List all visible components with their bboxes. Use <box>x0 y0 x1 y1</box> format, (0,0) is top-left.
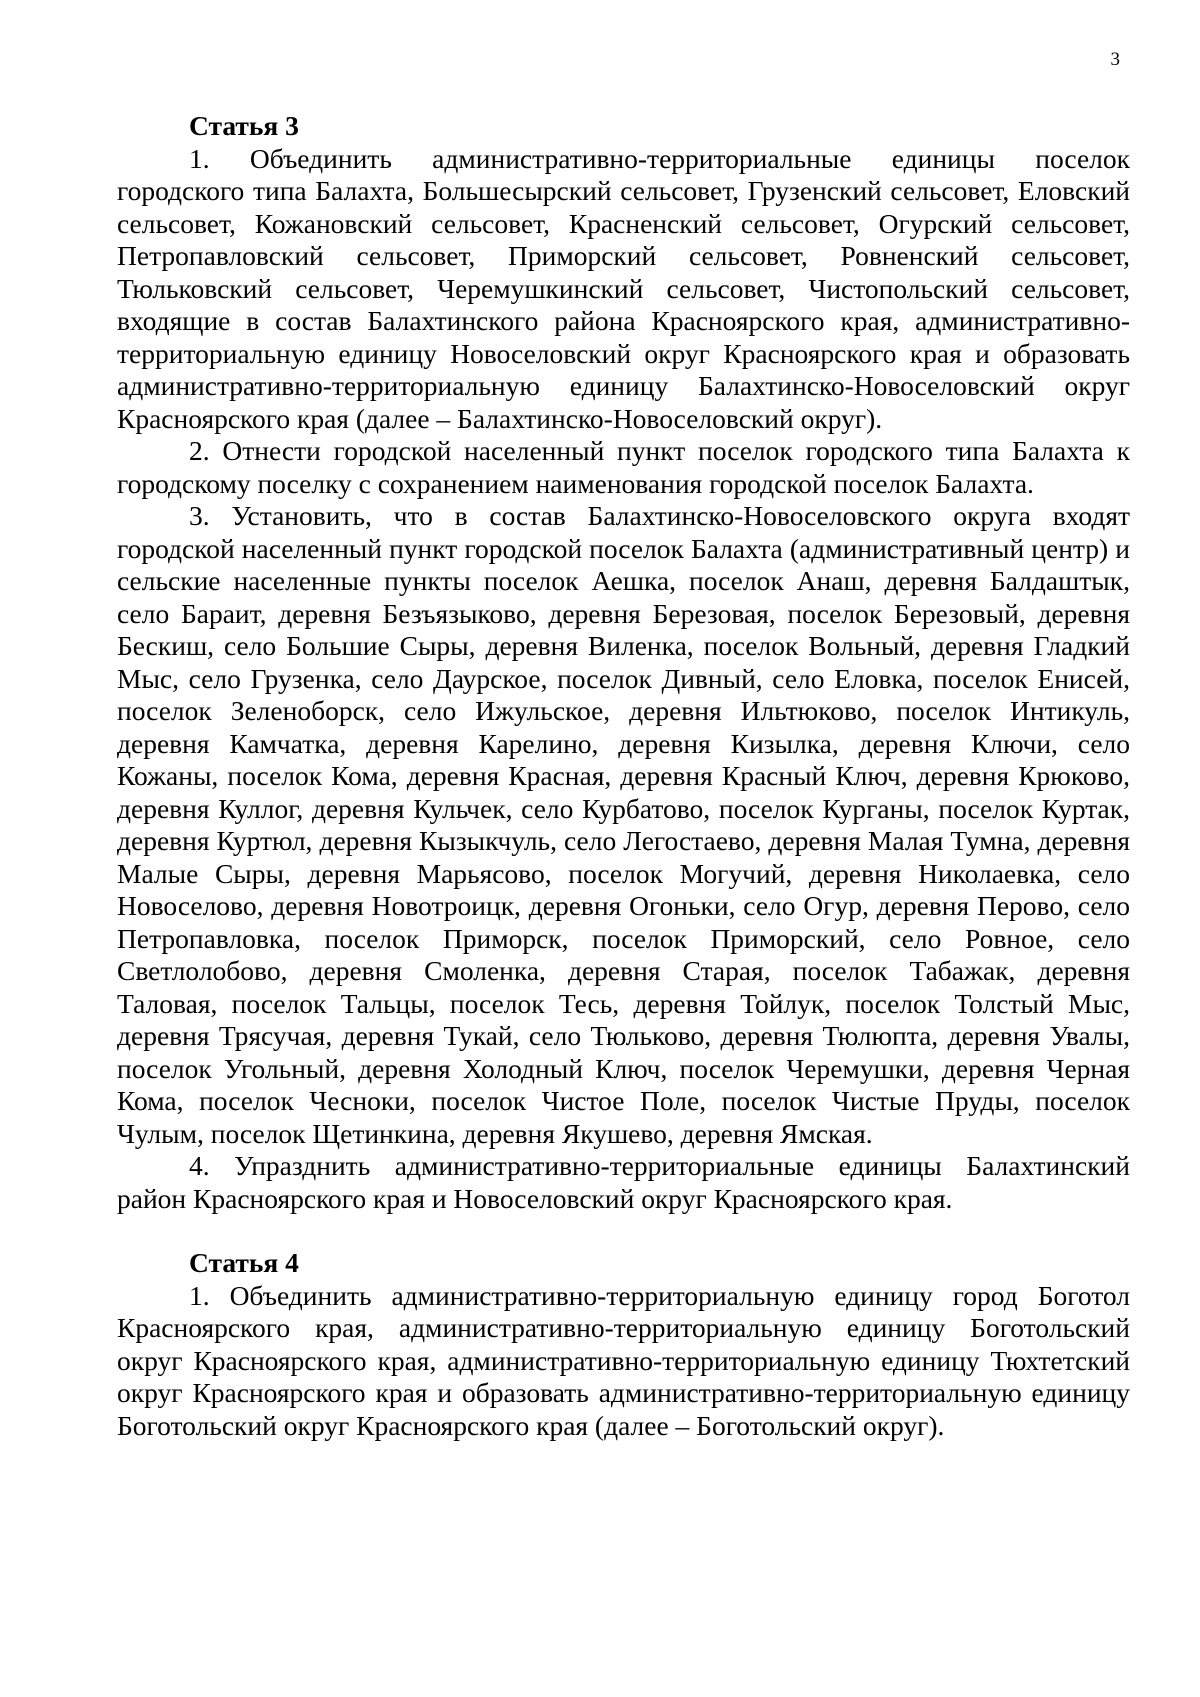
article-4 <box>117 1247 1130 1442</box>
article-heading: Статья 3 <box>189 110 299 141</box>
article-paragraph: 4. Упразднить административно-территориальные единицы Балахтинский район Красноярского края и Новоселовский округ Красноярского края. <box>117 1150 1130 1214</box>
article-3 <box>117 110 1130 1215</box>
article-paragraph: 3. Установить, что в состав Балахтинско-Новоселовского округа входят городской населенный пункт городской поселок Балахта (административный центр) и сельские населенные пункты поселок Аешка, поселок Анаш, деревня Балдаштык, село Бараит, деревня Безъязыково, деревня Березовая, поселок Березовый, деревня Бескиш, село Большие Сыры, деревня Виленка, поселок Вольный, деревня Гладкий Мыс, село Грузенка, село Даурское, поселок Дивный, село Еловка, поселок Енисей, поселок Зеленоборск, село Ижульское, деревня Ильтюково, поселок Интикуль, деревня Камчатка, деревня Карелино, деревня Кизылка, деревня Ключи, село Кожаны, поселок Кома, деревня Красная, деревня Красный Ключ, деревня Крюково, деревня Куллог, деревня Кульчек, село Курбатово, поселок Курганы, поселок Куртак, деревня Куртюл, деревня Кызыкчуль, село Легостаево, деревня Малая Тумна, деревня Малые Сыры, деревня Марьясово, поселок Могучий, деревня Николаевка, село Новоселово, деревня Новотроицк, деревня Огоньки, село Огур, деревня Перово, село Петропавловка, поселок Приморск, поселок Приморский, село Ровное, село Светлолобово, деревня Смоленка, деревня Старая, поселок Табажак, деревня Таловая, поселок Тальцы, поселок Тесь, деревня Тойлук, поселок Толстый Мыс, деревня Трясучая, деревня Тукай, село Тюльково, деревня Тюлюпта, деревня Увалы, поселок Угольный, деревня Холодный Ключ, поселок Черемушки, деревня Черная Кома, поселок Чесноки, поселок Чистое Поле, поселок Чистые Пруды, поселок Чулым, поселок Щетинкина, деревня Якушево, деревня Ямская. <box>117 500 1130 1149</box>
document-body <box>117 110 1130 1442</box>
article-heading: Статья 4 <box>189 1247 299 1278</box>
article-paragraph: 2. Отнести городской населенный пункт поселок городского типа Балахта к городскому поселку с сохранением наименования городской поселок Балахта. <box>117 435 1130 499</box>
article-paragraph: 1. Объединить административно-территориальную единицу город Боготол Красноярского края, административно-территориальную единицу Боготольский округ Красноярского края, административно-территориальную единицу Тюхтетский округ Красноярского края и образовать административно-территориальную единицу Боготольский округ Красноярского края (далее – Боготольский округ). <box>117 1279 1130 1441</box>
article-paragraph: 1. Объединить административно-территориальные единицы поселок городского типа Балахта, Большесырский сельсовет, Грузенский сельсовет, Еловский сельсовет, Кожановский сельсовет, Красненский сельсовет, Огурский сельсовет, Петропавловский сельсовет, Приморский сельсовет, Ровненский сельсовет, Тюльковский сельсовет, Черемушкинский сельсовет, Чистопольский сельсовет, входящие в состав Балахтинского района Красноярского края, административно-территориальную единицу Новоселовский округ Красноярского края и образовать административно-территориальную единицу Балахтинско-Новоселовский округ Красноярского края (далее – Балахтинско-Новоселовский округ). <box>117 142 1130 434</box>
page-number: 3 <box>1110 49 1120 70</box>
